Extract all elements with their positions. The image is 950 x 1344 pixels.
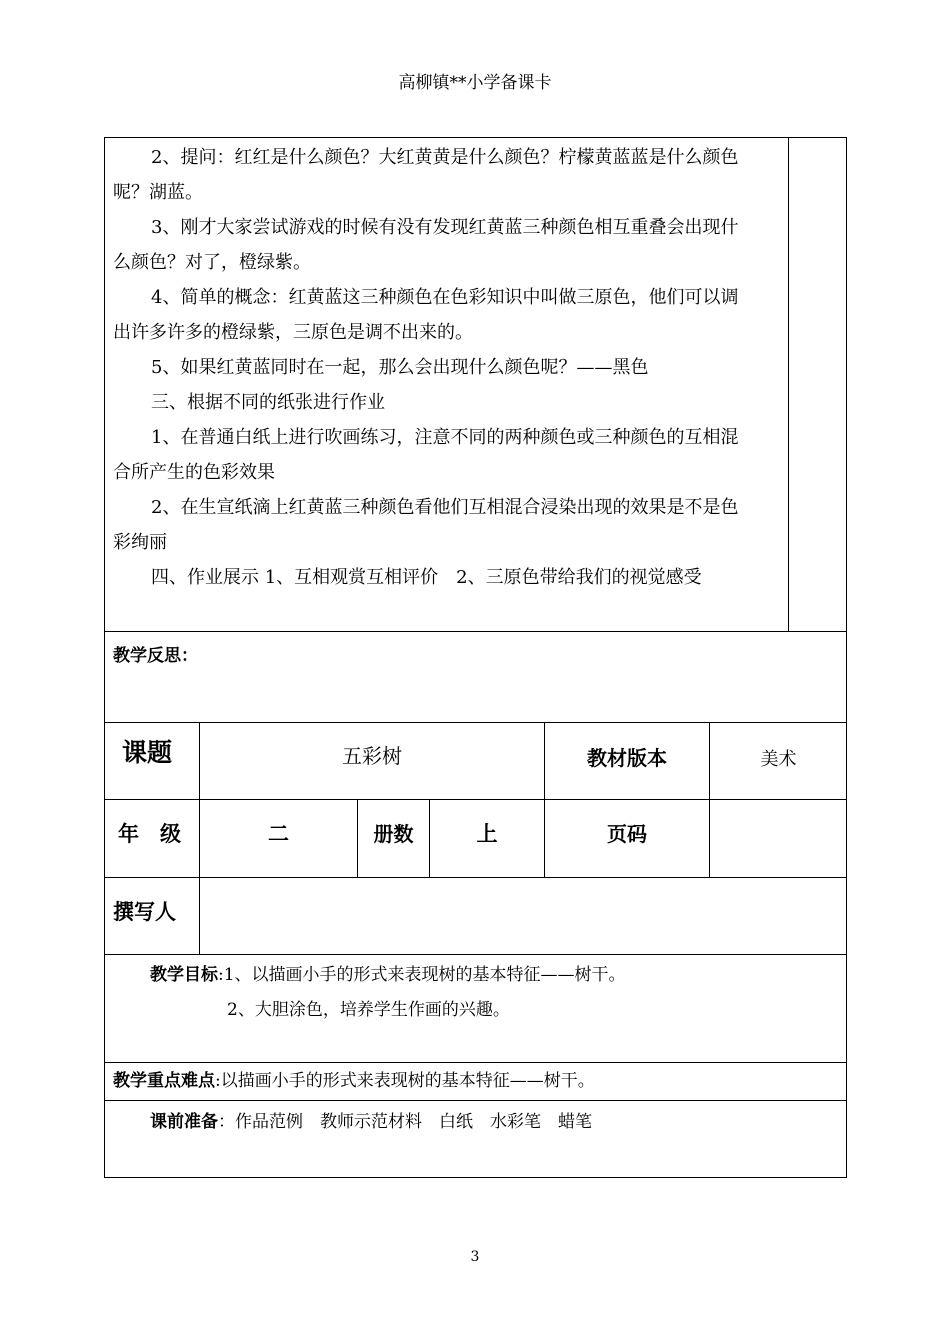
row-divider: [104, 1100, 847, 1101]
text-line: 4、简单的概念：红黄蓝这三种颜色在色彩知识中叫做三原色，他们可以调: [151, 287, 739, 308]
key-points-label: 教学重点难点: [113, 1071, 215, 1091]
page-label: 页码: [607, 822, 647, 846]
text-line: 么颜色？对了，橙绿紫。: [113, 252, 311, 273]
row-divider: [104, 954, 847, 955]
objectives-label: 教学目标: [150, 965, 218, 985]
key-points-text: :以描画小手的形式来表现树的基本特征——树干。: [215, 1071, 595, 1091]
page-number: 3: [470, 1249, 480, 1265]
edition-value-text: 美术: [760, 749, 797, 770]
reflection-label: 教学反思：: [113, 646, 198, 666]
text-line: 呢？湖蓝。: [113, 182, 203, 203]
objectives-text-1: :1、以描画小手的形式来表现树的基本特征——树干。: [218, 965, 626, 985]
objectives-line-2: [227, 993, 837, 1028]
edition-label: 教材版本: [587, 746, 667, 770]
text-line: 三、根据不同的纸张进行作业: [151, 392, 385, 413]
author-label: 撰写人: [113, 900, 176, 924]
key-points-row: [113, 1064, 843, 1099]
text-line: 合所产生的色彩效果: [113, 462, 275, 483]
topic-label: 课题: [122, 738, 173, 767]
volume-value: 上: [476, 822, 498, 846]
text-line: 四、作业展示 1、互相观赏互相评价 2、三原色带给我们的视觉感受: [151, 567, 702, 588]
text-line: 2、提问：红红是什么颜色？大红黄黄是什么颜色？柠檬黄蓝蓝是什么颜色: [151, 147, 739, 168]
content-paragraph-7: [113, 490, 783, 560]
preparation-row: [150, 1105, 840, 1140]
objectives-text-2: 2、大胆涂色，培养学生作画的兴趣。: [227, 1000, 510, 1020]
grade-value: 二: [268, 822, 289, 846]
content-paragraph-6: [113, 420, 783, 490]
row-divider: [104, 722, 847, 723]
content-paragraph-3: [113, 280, 783, 350]
page-header: 高柳镇**小学备课卡: [398, 73, 552, 93]
preparation-label: 课前准备: [150, 1112, 218, 1132]
content-paragraph-8: [113, 560, 783, 595]
content-paragraph-1: [113, 140, 783, 210]
objectives-line-1: [150, 958, 840, 993]
preparation-text: ：作品范例 教师示范材料 白纸 水彩笔 蜡笔: [218, 1112, 592, 1132]
text-line: 出许多许多的橙绿紫，三原色是调不出来的。: [113, 322, 473, 343]
text-line: 5、如果红黄蓝同时在一起，那么会出现什么颜色呢？——黑色: [151, 357, 649, 378]
text-line: 1、在普通白纸上进行吹画练习，注意不同的两种颜色或三种颜色的互相混: [151, 427, 739, 448]
content-paragraph-4: [113, 350, 783, 385]
row-divider: [104, 799, 847, 800]
content-paragraph-5: [113, 385, 783, 420]
text-line: 2、在生宣纸滴上红黄蓝三种颜色看他们互相混合浸染出现的效果是不是色: [151, 497, 739, 518]
text-line: 彩绚丽: [113, 532, 167, 553]
content-paragraph-2: [113, 210, 783, 280]
row-divider: [104, 1062, 847, 1063]
topic-value: 五彩树: [342, 744, 402, 768]
edition-value: [710, 745, 847, 771]
volume-label: 册数: [373, 822, 414, 846]
right-column-divider: [788, 137, 789, 632]
grade-label: 年 级: [118, 822, 181, 846]
text-line: 3、刚才大家尝试游戏的时候有没有发现红黄蓝三种颜色相互重叠会出现什: [151, 217, 739, 238]
row-divider: [104, 877, 847, 878]
